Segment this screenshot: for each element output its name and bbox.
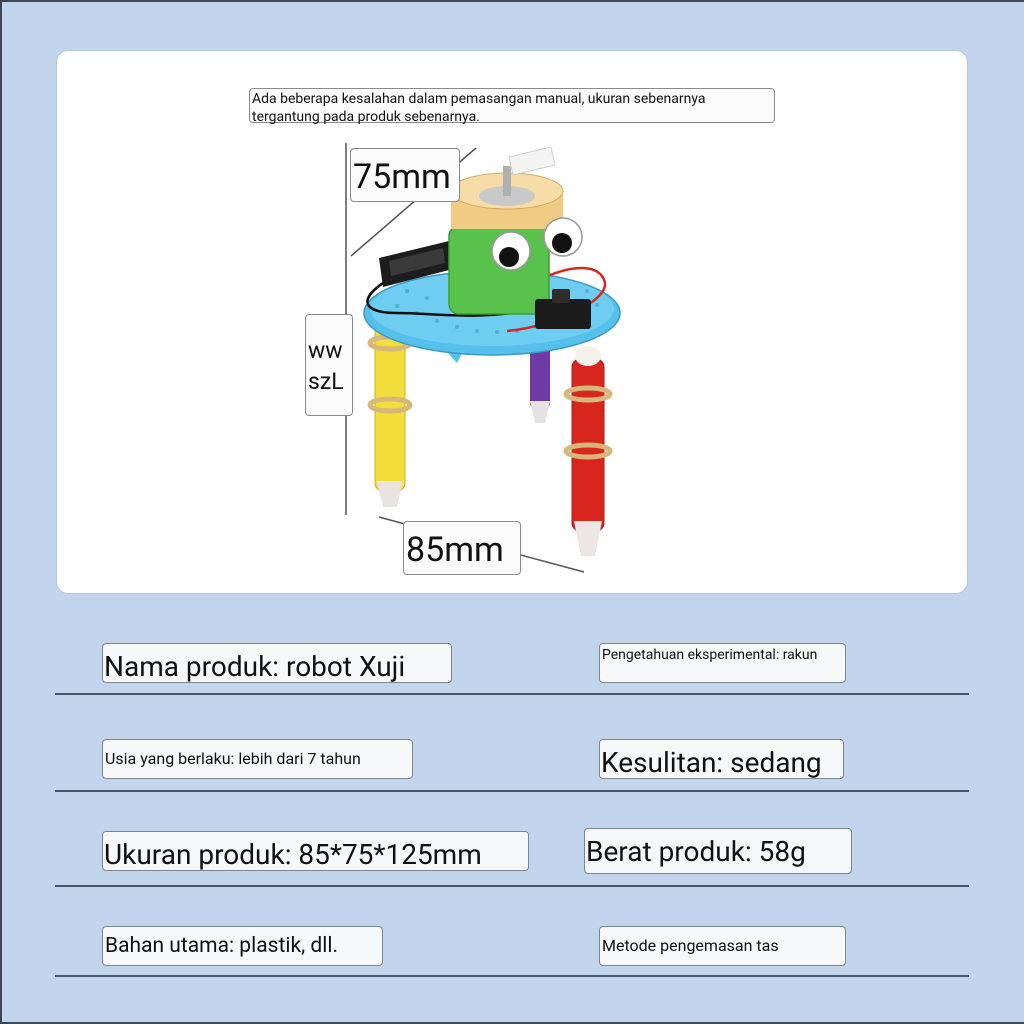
size-disclaimer-note: Ada beberapa kesalahan dalam pemasangan manual, ukuran sebenarnya tergantung pada produk sebenarnya. [249, 88, 775, 123]
depth-dimension-label: 85mm [403, 521, 521, 575]
spec-experimental-knowledge: Pengetahuan eksperimental: rakun [599, 643, 846, 683]
spec-product-weight: Berat produk: 58g [584, 828, 852, 874]
red-pen-leg [566, 346, 610, 556]
spec-age: Usia yang berlaku: lebih dari 7 tahun [102, 739, 413, 779]
height-dimension-label: ww szL [305, 314, 353, 416]
product-image-panel [56, 50, 968, 594]
row-divider [55, 790, 969, 792]
robot-illustration [57, 51, 967, 593]
width-dimension-label: 75mm [350, 148, 460, 202]
row-divider [55, 693, 969, 695]
row-divider [55, 975, 969, 977]
spec-product-name: Nama produk: robot Xuji [102, 643, 452, 683]
spec-product-size: Ukuran produk: 85*75*125mm [102, 831, 529, 871]
spec-main-material: Bahan utama: plastik, dll. [102, 926, 383, 966]
spec-packaging-method: Metode pengemasan tas [599, 926, 846, 966]
row-divider [55, 885, 969, 887]
spec-difficulty: Kesulitan: sedang [599, 739, 844, 779]
